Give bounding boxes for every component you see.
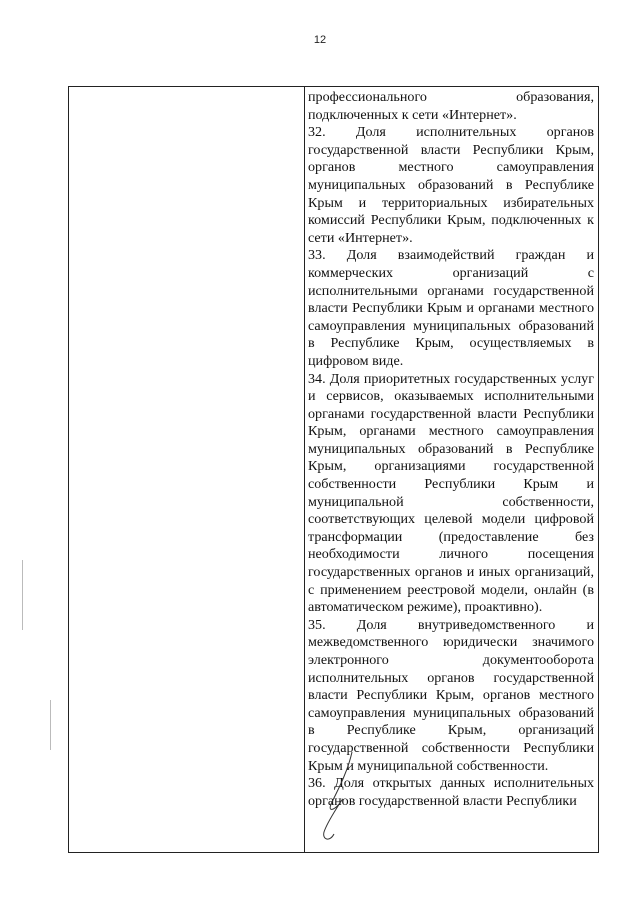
document-table xyxy=(68,86,599,853)
paragraph-36: 36. Доля открытых данных исполнительных органов государственной власти Республики xyxy=(308,775,594,809)
paragraph-34: 34. Доля приоритетных государственных услуг и сервисов, оказываемых исполнительными органами государственной власти Республики Крым, органами местного самоуправления муниципальных образований в Республике Крым, организациями государственной собственности Республики Крым и муниципальной собственности, соответствующих целевой модели цифровой трансформации (предоставление без необходимости личного посещения государственных органов и иных организаций, с применением реестровой модели, онлайн (в автоматическом режиме), проактивно). xyxy=(308,370,594,616)
paragraph-33: 33. Доля взаимодействий граждан и коммерческих организаций с исполнительными органами государственной власти Республики Крым и органами местного самоуправления муниципальных образований в Республике Крым, осуществляемых в цифровом виде. xyxy=(308,247,594,369)
pen-scribble-mark xyxy=(318,750,368,848)
scan-margin-mark xyxy=(22,560,23,630)
paragraph-32: 32. Доля исполнительных органов государственной власти Республики Крым, органов местного самоуправления муниципальных образований в Республике Крым и территориальных избирательных комиссий Республики Крым, подключенных к сети «Интернет». xyxy=(308,124,594,246)
paragraph-35: 35. Доля внутриведомственного и межведомственного юридически значимого электронного документооборота исполнительных органов государственной власти Республики Крым, органов местного самоуправления муниципальных образований в Республике Крым, организаций государственной собственности Республики Крым и муниципальной собственности. xyxy=(308,616,594,774)
column-divider xyxy=(304,87,305,852)
scan-margin-mark xyxy=(50,700,51,750)
paragraph-31-continuation: профессионального образования, подключенных к сети «Интернет». xyxy=(308,89,594,123)
indicators-text-cell xyxy=(308,89,594,810)
page-number: 12 xyxy=(313,34,327,46)
